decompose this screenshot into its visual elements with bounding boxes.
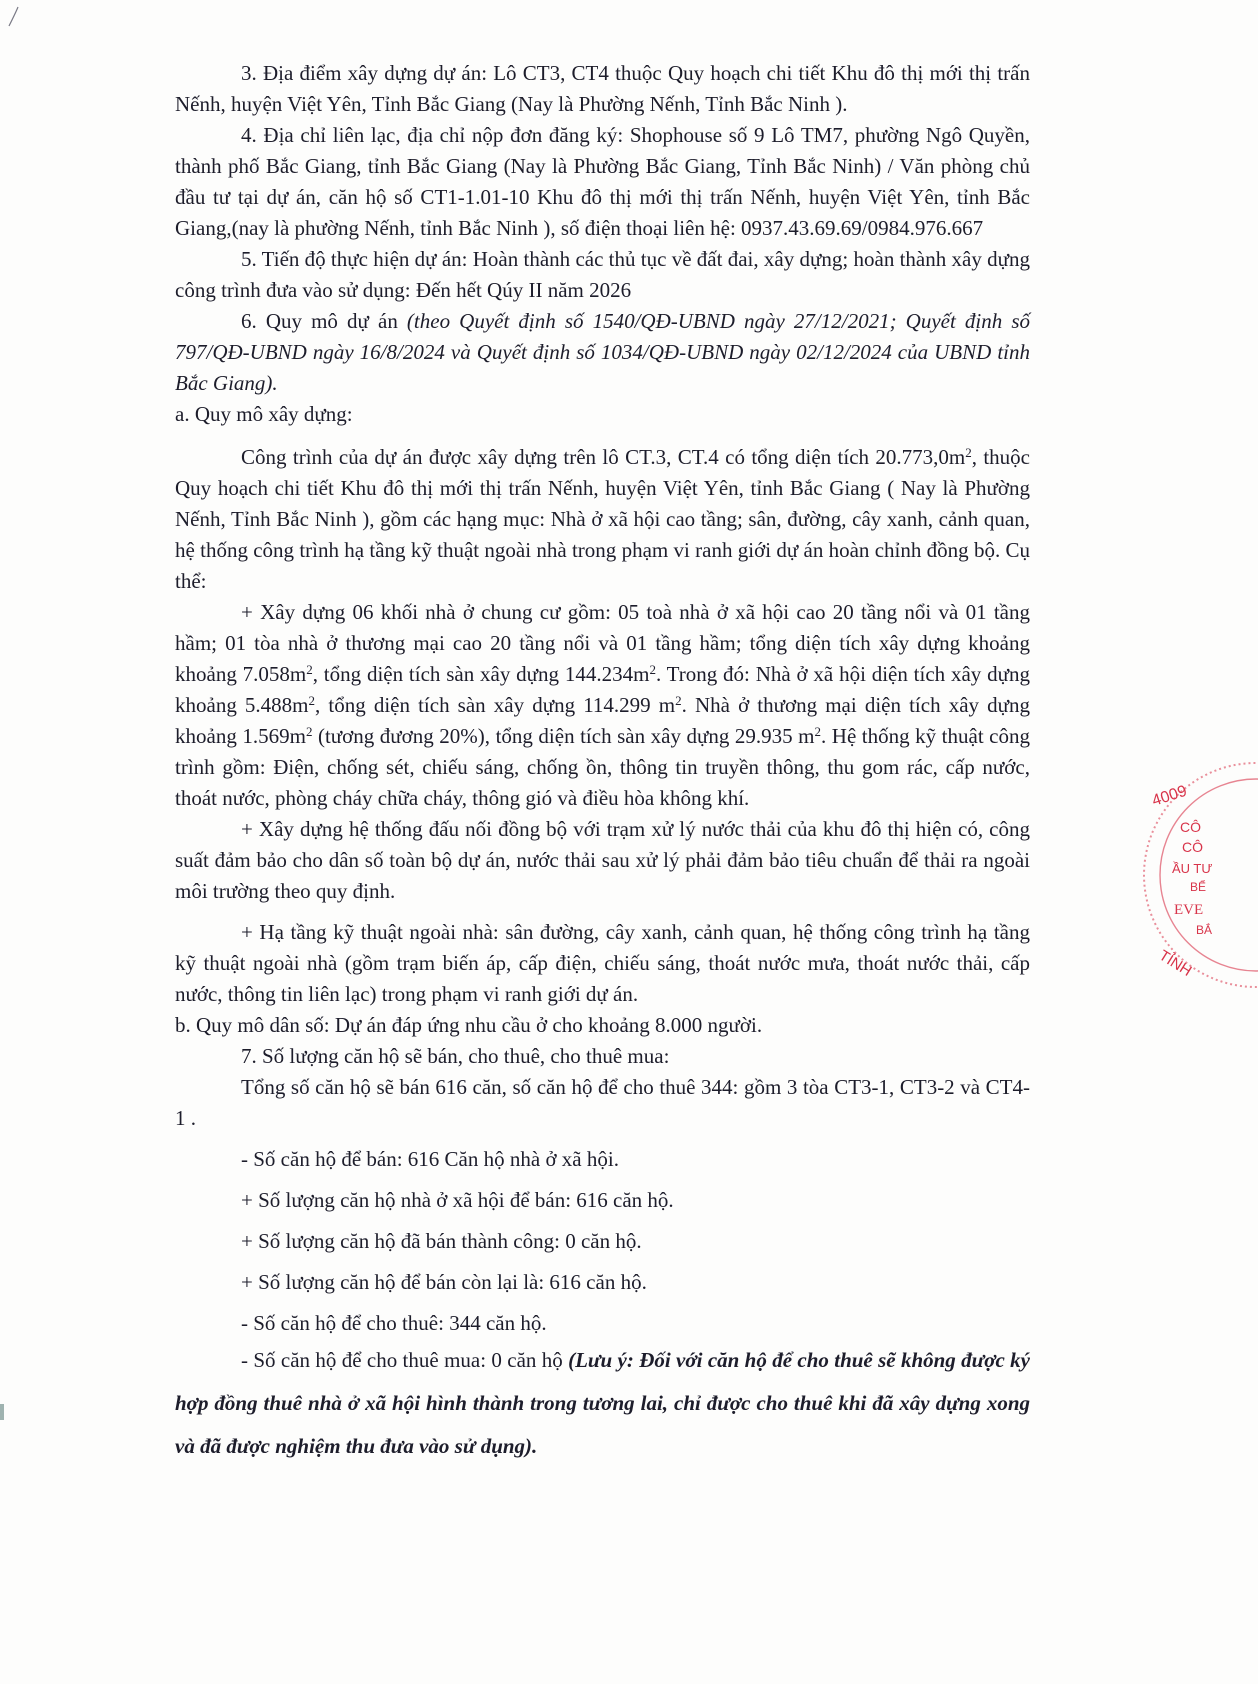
svg-text:CÔ: CÔ xyxy=(1182,839,1203,855)
pen-mark-icon xyxy=(6,6,22,28)
list-item: + Số lượng căn hộ nhà ở xã hội để bán: 616 căn hộ. xyxy=(241,1188,674,1212)
list-item: + Số lượng căn hộ để bán còn lại là: 616 căn hộ. xyxy=(241,1270,647,1294)
section-6-decisions: (theo Quyết định số 1540/QĐ-UBND ngày 27/12/2021; Quyết định số 797/QĐ-UBND ngày 16/8/2024 và Quyết định số 1034/QĐ-UBND ngày 02/12/2024 của UBND tỉnh Bắc Giang). xyxy=(175,309,1030,395)
note-text: (Lưu ý: Đối với căn hộ để cho thuê sẽ không được ký hợp đồng thuê nhà ở xã hội hình thành trong tương lai, chỉ được cho thuê khi đã xây dựng xong và đã được nghiệm thu đưa vào sử dụng). xyxy=(175,1348,1030,1458)
section-7-title: 7. Số lượng căn hộ sẽ bán, cho thuê, cho thuê mua: xyxy=(241,1044,670,1068)
margin-mark xyxy=(0,1404,4,1420)
section-6-project-scale xyxy=(175,306,1030,399)
section-7-total: Tổng số căn hộ sẽ bán 616 căn, số căn hộ để cho thuê 344: gồm 3 tòa CT3-1, CT3-2 và CT4-1 . xyxy=(175,1075,1030,1130)
construction-scale-paragraph: Công trình của dự án được xây dựng trên lô CT.3, CT.4 có tổng diện tích $20.773,0m^2$, thuộc Quy hoạch chi tiết Khu đô thị mới thị trấn Nếnh, huyện Việt Yên, tỉnh Bắc Giang ( Nay là Phường Nếnh, Tỉnh Bắc Ninh ), gồm các hạng mục: Nhà ở xã hội cao tầng; sân, đường, cây xanh, cảnh quan, hệ thống công trình hạ tầng kỹ thuật ngoài nhà trong phạm vi ranh giới dự án hoàn chỉnh đồng bộ. Cụ thể: xyxy=(175,445,1031,593)
company-seal-stamp xyxy=(1138,760,1258,990)
section-3-location: 3. Địa điểm xây dựng dự án: Lô CT3, CT4 thuộc Quy hoạch chi tiết Khu đô thị mới thị trấn Nếnh, huyện Việt Yên, Tỉnh Bắc Giang (Nay là Phường Nếnh, Tỉnh Bắc Ninh ). xyxy=(175,61,1030,116)
list-item-rent-purchase: - Số căn hộ để cho thuê mua: 0 căn hộ (Lưu ý: Đối với căn hộ để cho thuê sẽ không được ký hợp đồng thuê nhà ở xã hội hình thành trong tương lai, chỉ được cho thuê khi đã xây dựng xong và đã được nghiệm thu đưa vào sử dụng). xyxy=(175,1348,1030,1458)
svg-text:BẮ: BẮ xyxy=(1196,923,1213,937)
subsection-b-population: b. Quy mô dân số: Dự án đáp ứng nhu cầu ở cho khoảng 8.000 người. xyxy=(175,1013,763,1037)
svg-text:BỂ: BỂ xyxy=(1190,880,1207,894)
section-4-contact-address: 4. Địa chỉ liên lạc, địa chỉ nộp đơn đăng ký: Shophouse số 9 Lô TM7, phường Ngô Quyền, thành phố Bắc Giang, tỉnh Bắc Giang (Nay là Phường Bắc Giang, Tỉnh Bắc Ninh) / Văn phòng chủ đầu tư tại dự án, căn hộ số CT1-1.01-10 Khu đô thị mới thị trấn Nếnh, huyện Việt Yên, tỉnh Bắc Giang,(nay là phường Nếnh, tỉnh Bắc Ninh ), số điện thoại liên hệ: 0937.43.69.69/0984.976.667 xyxy=(175,123,1030,240)
svg-text:4009: 4009 xyxy=(1149,782,1190,810)
section-6-label: 6. Quy mô dự án xyxy=(241,309,407,333)
svg-text:CÔ: CÔ xyxy=(1180,819,1201,835)
svg-text:TỈNH: TỈNH xyxy=(1155,946,1195,980)
bullet-wastewater: + Xây dựng hệ thống đấu nối đồng bộ với trạm xử lý nước thải của khu đô thị hiện có, công suất đảm bảo cho dân số toàn bộ dự án, nước thải sau xử lý phải đảm bảo tiêu chuẩn để thải ra ngoài môi trường theo quy định. xyxy=(175,817,1030,903)
list-item: + Số lượng căn hộ đã bán thành công: 0 căn hộ. xyxy=(241,1229,642,1253)
document-page xyxy=(175,58,1030,1468)
svg-text:ẦU TƯ: ẦU TƯ xyxy=(1172,861,1213,876)
list-item: - Số căn hộ để cho thuê: 344 căn hộ. xyxy=(241,1311,547,1335)
bullet-infrastructure: + Hạ tầng kỹ thuật ngoài nhà: sân đường, cây xanh, cảnh quan, hệ thống công trình hạ tầng kỹ thuật ngoài nhà (gồm trạm biến áp, cấp điện, chiếu sáng, thoát nước mưa, thoát nước thải, cấp nước, thông tin liên lạc) trong phạm vi ranh giới dự án. xyxy=(175,920,1030,1006)
bullet-apartment-blocks: + Xây dựng 06 khối nhà ở chung cư gồm: 05 toà nhà ở xã hội cao 20 tầng nổi và 01 tầng hầm; 01 tòa nhà ở thương mại cao 20 tầng nổi và 01 tầng hầm; tổng diện tích xây dựng khoảng khoảng $7.058m^2$, tổng diện tích sàn xây dựng $144.234m^2$. Trong đó: Nhà ở xã hội diện tích xây dựng khoảng $5.488m^2$, tổng diện tích sàn xây dựng 114.299 $m^2$. Nhà ở thương mại diện tích xây dựng khoảng $1.569m^2$ (tương đương 20%), tổng diện tích sàn xây dựng 29.935 $m^2$. Hệ thống kỹ thuật công trình gồm: Điện, chống sét, chiếu sáng, chống ồn, thông tin truyền thông, thu gom rác, cấp nước, thoát nước, phòng cháy chữa cháy, thông gió và điều hòa không khí. xyxy=(175,600,1031,810)
section-5-schedule: 5. Tiến độ thực hiện dự án: Hoàn thành các thủ tục về đất đai, xây dựng; hoàn thành xây dựng công trình đưa vào sử dụng: Đến hết Qúy II năm 2026 xyxy=(175,247,1030,302)
svg-text:EVE: EVE xyxy=(1174,902,1204,918)
list-item: - Số căn hộ để bán: 616 Căn hộ nhà ở xã hội. xyxy=(241,1147,619,1171)
subsection-a-title: a. Quy mô xây dựng: xyxy=(175,402,353,426)
